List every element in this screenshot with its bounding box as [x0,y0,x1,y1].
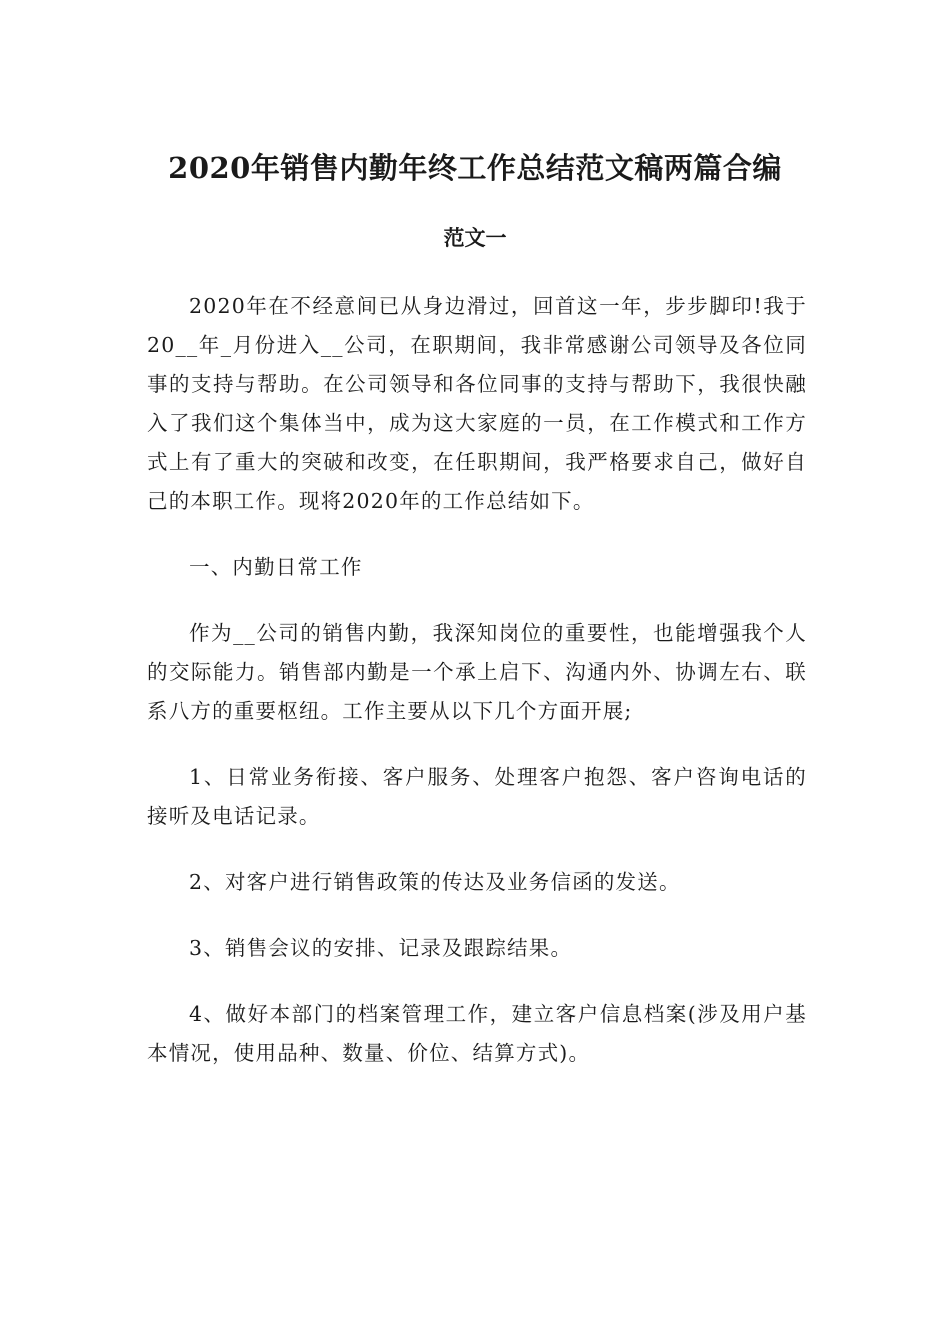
list-item-1: 1、日常业务衔接、客户服务、处理客户抱怨、客户咨询电话的接听及电话记录。 [147,765,807,828]
section-heading-daily-work: 一、内勤日常工作 [189,555,363,579]
list-item-2: 2、对客户进行销售政策的传达及业务信函的发送。 [189,870,681,894]
document-subtitle: 范文一 [443,225,507,250]
list-item-4: 4、做好本部门的档案管理工作，建立客户信息档案(涉及用户基本情况，使用品种、数量、价位、结算方式)。 [147,1002,807,1065]
list-item-3: 3、销售会议的安排、记录及跟踪结果。 [189,936,573,960]
paragraph-role: 作为__公司的销售内勤，我深知岗位的重要性，也能增强我个人的交际能力。销售部内勤是一个承上启下、沟通内外、协调左右、联系八方的重要枢纽。工作主要从以下几个方面开展; [147,621,807,723]
document-body [147,287,807,1100]
paragraph-intro: 2020年在不经意间已从身边滑过，回首这一年，步步脚印!我于20__年_月份进入__公司，在职期间，我非常感谢公司领导及各位同事的支持与帮助。在公司领导和各位同事的支持与帮助下，我很快融入了我们这个集体当中，成为这大家庭的一员，在工作模式和工作方式上有了重大的突破和改变，在任职期间，我严格要求自己，做好自己的本职工作。现将2020年的工作总结如下。 [147,294,807,513]
document-title: 2020年销售内勤年终工作总结范文稿两篇合编 [168,151,782,185]
